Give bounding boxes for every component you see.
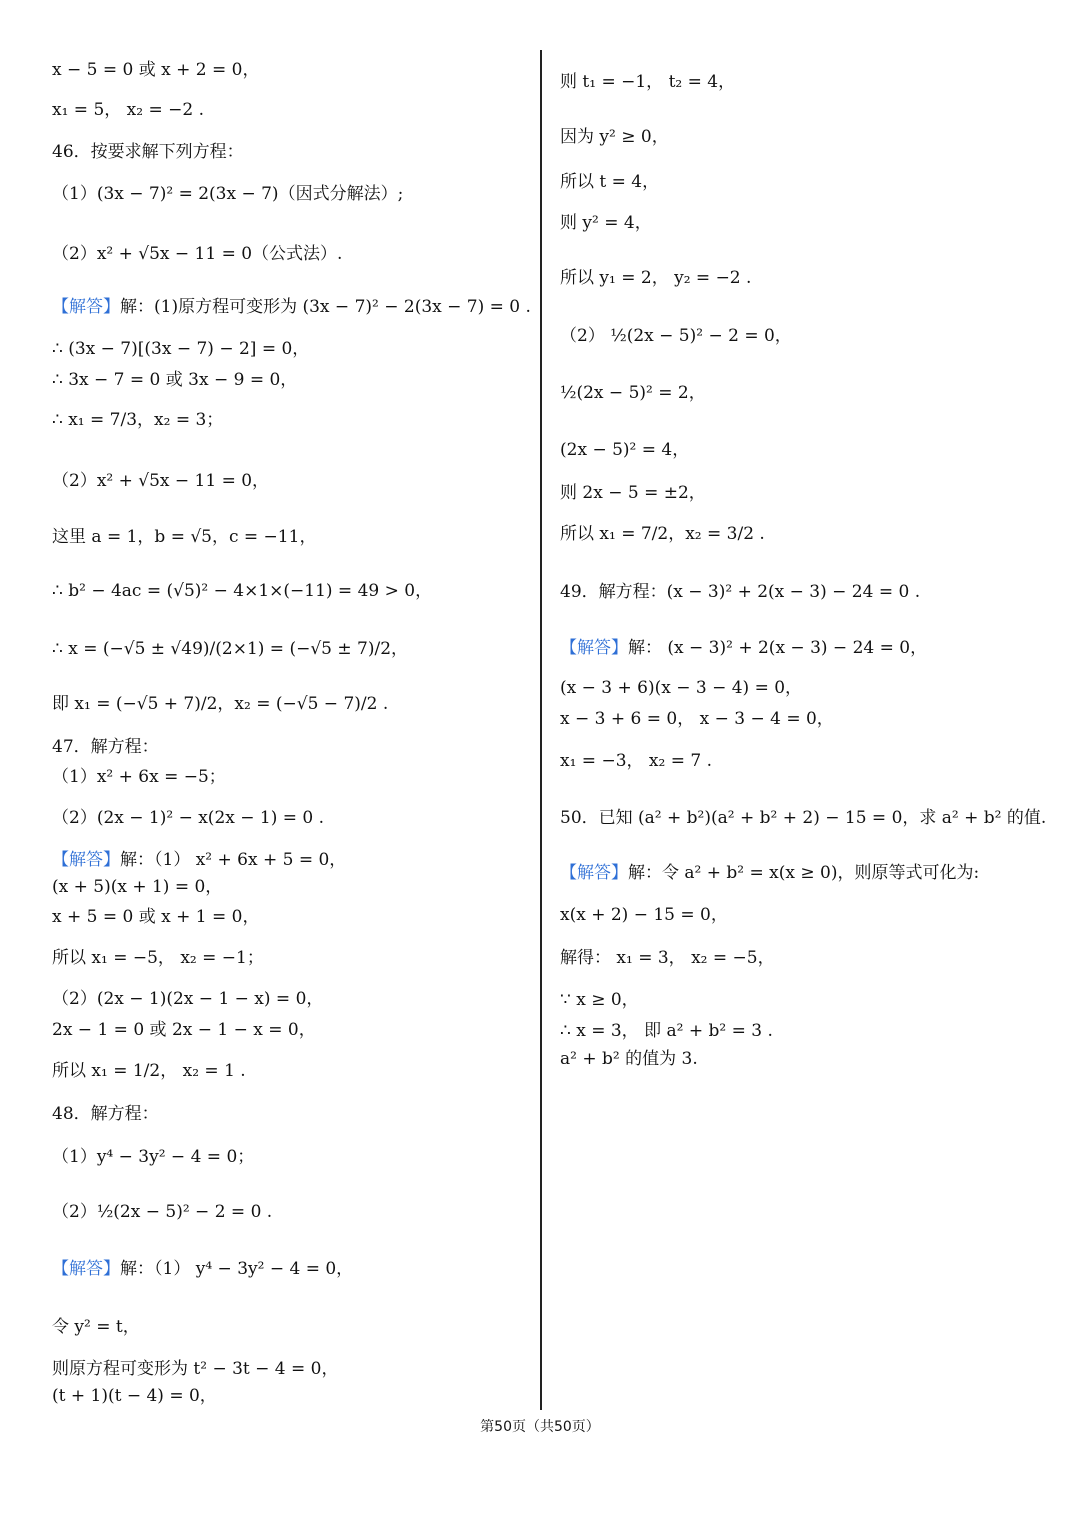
- page-footer: 第50页（共50页）: [480, 1419, 600, 1435]
- text-line: [560, 946, 775, 970]
- line-text: 即 x₁ = (−√5 + 7)/2，x₂ = (−√5 − 7)/2 .: [52, 694, 389, 714]
- line-text: ∴ x₁ = 7/3，x₂ = 3；: [52, 410, 224, 430]
- text-line: [52, 735, 159, 759]
- answer-tag: 【解答】: [52, 297, 120, 317]
- line-text: （2）½(2x − 5)² − 2 = 0 .: [52, 1202, 273, 1222]
- text-line: [52, 408, 223, 432]
- line-text: 则 t₁ = −1， t₂ = 4，: [560, 72, 736, 92]
- text-line: [52, 637, 408, 661]
- line-text: ∴ b² − 4ac = (√5)² − 4×1×(−11) = 49 > 0，: [52, 581, 433, 601]
- line-text: ∴ (3x − 7)[(3x − 7) − 2] = 0，: [52, 339, 310, 359]
- text-line: [52, 806, 324, 830]
- line-text: 解：令 a² + b² = x(x ≥ 0)，则原等式可化为:: [628, 863, 980, 883]
- text-line: [52, 1145, 254, 1169]
- text-line: [52, 1315, 140, 1339]
- line-text: x − 3 + 6 = 0， x − 3 − 4 = 0，: [560, 709, 834, 729]
- text-line: [52, 692, 388, 716]
- line-text: （2）x² + √5x − 11 = 0（公式法）.: [52, 244, 343, 264]
- text-line: [560, 170, 659, 194]
- line-text: （1）y⁴ − 3y² − 4 = 0；: [52, 1147, 255, 1167]
- text-line: [52, 987, 323, 1011]
- text-line: [52, 1357, 339, 1381]
- text-line: [560, 125, 669, 149]
- answer-tag: 【解答】: [52, 1259, 120, 1279]
- text-line: [560, 381, 706, 405]
- line-text: 49．解方程：(x − 3)² + 2(x − 3) − 24 = 0 .: [560, 582, 921, 602]
- text-line: [560, 522, 765, 546]
- text-line: [560, 324, 792, 348]
- line-text: 令 y² = t，: [52, 1317, 140, 1337]
- line-text: ∴ 3x − 7 = 0 或 3x − 9 = 0，: [52, 370, 298, 390]
- line-text: 47．解方程：: [52, 737, 159, 757]
- line-text: 所以 x₁ = −5， x₂ = −1；: [52, 948, 264, 968]
- line-text: 解：（1） x² + 6x + 5 = 0，: [120, 850, 347, 870]
- text-line: [560, 988, 639, 1012]
- text-line: [52, 1200, 272, 1224]
- line-text: 则 y² = 4，: [560, 213, 652, 233]
- text-line: [560, 1019, 773, 1043]
- line-text: 则 2x − 5 = ±2，: [560, 483, 706, 503]
- text-line: [52, 469, 269, 493]
- line-text: (x + 5)(x + 1) = 0，: [52, 877, 223, 897]
- text-line: [52, 905, 259, 929]
- line-text: ∴ x = 3， 即 a² + b² = 3 .: [560, 1021, 773, 1041]
- line-text: ∵ x ≥ 0，: [560, 990, 639, 1010]
- line-text: x + 5 = 0 或 x + 1 = 0，: [52, 907, 260, 927]
- line-text: a² + b² 的值为 3.: [560, 1049, 698, 1069]
- line-text: （2）x² + √5x − 11 = 0，: [52, 471, 270, 491]
- line-text: x − 5 = 0 或 x + 2 = 0，: [52, 60, 260, 80]
- text-line: [52, 848, 346, 872]
- text-line: [52, 182, 403, 206]
- text-line: [52, 242, 342, 266]
- text-line: [52, 579, 432, 603]
- line-text: 2x − 1 = 0 或 2x − 1 − x = 0，: [52, 1020, 316, 1040]
- line-text: x(x + 2) − 15 = 0，: [560, 905, 728, 925]
- text-line: [560, 806, 1046, 830]
- text-line: [52, 1257, 353, 1281]
- line-text: （2）(2x − 1)² − x(2x − 1) = 0 .: [52, 808, 325, 828]
- line-text: （2） ½(2x − 5)² − 2 = 0，: [560, 326, 792, 346]
- text-line: [560, 211, 652, 235]
- line-text: 这里 a = 1，b = √5，c = −11，: [52, 527, 317, 547]
- text-line: [52, 946, 264, 970]
- text-line: [52, 1384, 217, 1408]
- text-line: [560, 580, 920, 604]
- line-text: (t + 1)(t − 4) = 0，: [52, 1386, 217, 1406]
- answer-tag: 【解答】: [52, 850, 120, 870]
- line-text: 解：（1） y⁴ − 3y² − 4 = 0，: [120, 1259, 354, 1279]
- text-line: [52, 1102, 159, 1126]
- line-text: 50．已知 (a² + b²)(a² + b² + 2) − 15 = 0，求 a² + b² 的值.: [560, 808, 1047, 828]
- line-text: x₁ = 5， x₂ = −2 .: [52, 100, 204, 120]
- answer-tag: 【解答】: [560, 863, 628, 883]
- line-text: （1）x² + 6x = −5；: [52, 767, 226, 787]
- line-text: 所以 x₁ = 1/2， x₂ = 1 .: [52, 1061, 246, 1081]
- line-text: (2x − 5)² = 4，: [560, 440, 690, 460]
- line-text: （2）(2x − 1)(2x − 1 − x) = 0，: [52, 989, 324, 1009]
- text-line: [560, 676, 802, 700]
- text-line: [560, 707, 834, 731]
- text-line: [560, 903, 728, 927]
- text-line: [52, 525, 316, 549]
- line-text: 所以 y₁ = 2， y₂ = −2 .: [560, 268, 752, 288]
- text-line: [52, 1018, 316, 1042]
- text-line: [52, 98, 204, 122]
- text-line: [560, 861, 979, 885]
- line-text: 所以 t = 4，: [560, 172, 660, 192]
- text-line: [52, 140, 244, 164]
- text-line: [52, 295, 531, 319]
- text-line: [52, 765, 226, 789]
- line-text: x₁ = −3， x₂ = 7 .: [560, 751, 712, 771]
- line-text: 因为 y² ≥ 0，: [560, 127, 669, 147]
- line-text: ∴ x = (−√5 ± √49)/(2×1) = (−√5 ± 7)/2，: [52, 639, 409, 659]
- text-line: [560, 438, 689, 462]
- line-text: 解：(1)原方程可变形为 (3x − 7)² − 2(3x − 7) = 0 .: [120, 297, 531, 317]
- text-line: [52, 875, 222, 899]
- line-text: 48．解方程：: [52, 1104, 159, 1124]
- text-line: [52, 337, 309, 361]
- line-text: 解： (x − 3)² + 2(x − 3) − 24 = 0，: [628, 638, 928, 658]
- answer-tag: 【解答】: [560, 638, 628, 658]
- text-line: [560, 749, 712, 773]
- line-text: ½(2x − 5)² = 2，: [560, 383, 706, 403]
- line-text: 所以 x₁ = 7/2，x₂ = 3/2 .: [560, 524, 765, 544]
- text-line: [560, 70, 735, 94]
- text-line: [52, 1059, 246, 1083]
- text-line: [560, 481, 706, 505]
- line-text: （1）(3x − 7)² = 2(3x − 7)（因式分解法）;: [52, 184, 404, 204]
- column-divider: [540, 50, 542, 1410]
- text-line: [560, 636, 927, 660]
- line-text: (x − 3 + 6)(x − 3 − 4) = 0，: [560, 678, 803, 698]
- text-line: [560, 1047, 698, 1071]
- text-line: [52, 368, 297, 392]
- line-text: 46．按要求解下列方程：: [52, 142, 244, 162]
- text-line: [52, 58, 259, 82]
- line-text: 解得： x₁ = 3， x₂ = −5，: [560, 948, 775, 968]
- line-text: 则原方程可变形为 t² − 3t − 4 = 0，: [52, 1359, 339, 1379]
- text-line: [560, 266, 751, 290]
